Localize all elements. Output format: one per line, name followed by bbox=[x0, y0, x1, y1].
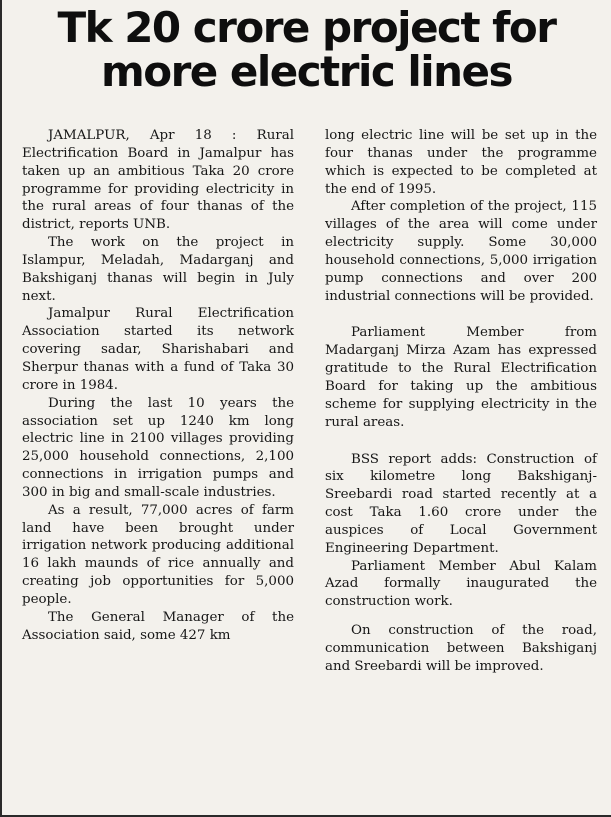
paragraph-continued: long electric line will be set up in the four thanas under the programme which is expected to be completed at the end of 1995. bbox=[325, 128, 597, 197]
paragraph: After completion of the project, 115 villages of the area will come under electricity supply. Some 30,000 household connections, 5,000 irrigation pump connections and over 200 industrial connections will be provided. bbox=[325, 199, 597, 304]
paragraph: The work on the project in Islampur, Meladah, Madarganj and Bakshiganj thanas will begin in July next. bbox=[22, 235, 294, 304]
right-column bbox=[325, 127, 597, 676]
headline-line-1: Tk 20 crore project for bbox=[57, 3, 556, 52]
paragraph: As a result, 77,000 acres of farm land have been brought under irrigation network producing additional 16 lakh maunds of rice annually and creating job opportunities for 5,000 people. bbox=[22, 502, 294, 607]
paragraph: Parliament Member from Madarganj Mirza Azam has expressed gratitude to the Rural Electrification Board for taking up the ambitious scheme for supplying electricity in the rural areas. bbox=[325, 325, 597, 430]
headline bbox=[2, 0, 611, 94]
paragraph: BSS report adds: Construction of six kilometre long Bakshiganj-Sreebardi road started recently at a cost Taka 1.60 crore under the auspices of Local Government Engineering Department. bbox=[325, 451, 597, 556]
paragraph: On construction of the road, communication between Bakshiganj and Sreebardi will be improved. bbox=[325, 623, 597, 674]
paragraph: Jamalpur Rural Electrification Association started its network covering sadar, Sharishabari and Sherpur thanas with a fund of Taka 30 crore in 1984. bbox=[22, 306, 294, 393]
paragraph: JAMALPUR, Apr 18 : Rural Electrification Board in Jamalpur has taken up an ambitious Taka 20 crore programme for providing electricity in the rural areas of four thanas of the district, reports UNB. bbox=[22, 128, 294, 233]
paragraph: Parliament Member Abul Kalam Azad formally inaugurated the construction work. bbox=[325, 558, 597, 610]
paragraph: The General Manager of the Association said, some 427 km bbox=[22, 609, 294, 643]
paragraph: During the last 10 years the association set up 1240 km long electric line in 2100 villages providing 25,000 household connections, 2,100 connections in irrigation pumps and 300 in big and small-scale industries. bbox=[22, 395, 294, 500]
article-body bbox=[22, 127, 597, 676]
headline-line-2: more electric lines bbox=[100, 47, 513, 96]
left-column bbox=[22, 127, 294, 676]
